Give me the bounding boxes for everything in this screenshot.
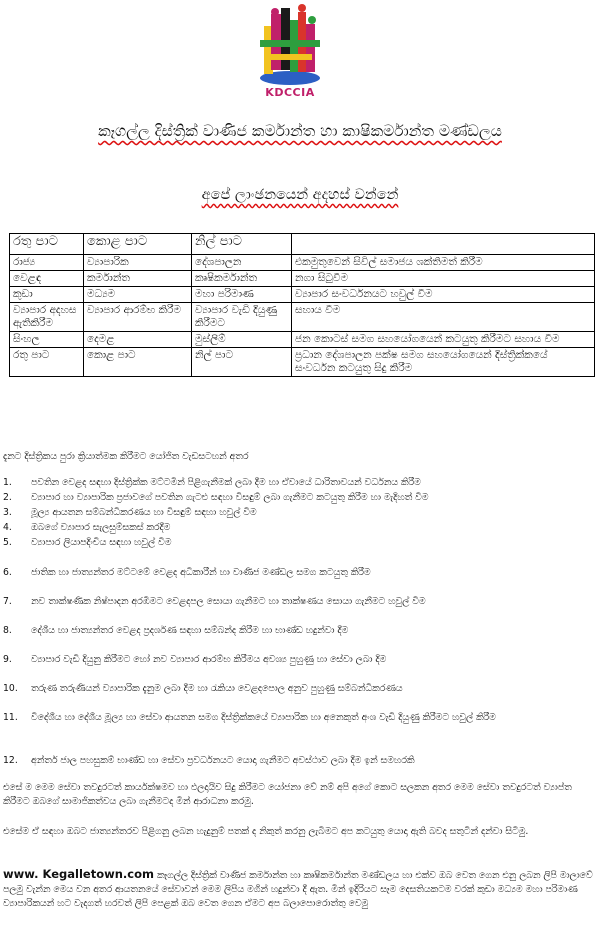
id-card-paragraph: එසේම ඒ සඳහා ඔබට ජාත්‍යන්තරව පිළිගනු ලබන හැදුනුම් පතක් ද නිකුත් කරනු ලැබීමට අප කටයුතු යොදා ඇති බවද සතුටින් දන්වා සිටිමු.	[3, 826, 529, 837]
table-cell: එකමුතුවෙන් සිවිල් සමාජය ශක්තිමත් කිරීම	[292, 255, 595, 271]
table-header-cell: කොළ පාට	[84, 234, 192, 255]
list-text: තරුණ තරුණියන් ව්‍යාපාරික දැනුම ලබා දීම හා රැකියා වෙළදපොල අනුව පුහුණු සම්බන්ධීකරණය	[31, 683, 403, 694]
table-cell: කෘෂිකර්මාන්ත	[192, 271, 292, 287]
newsletter-text: කෑගල්ල දිස්ත්‍රික් වාණිජ කර්මාන්ත හා කෘෂිකර්මාන්ත මණ්ඩලය හා එක්ව ඔබ වෙත ගෙන එනු ලබන ලිපි මාලාවේ පලමු වැන්න මෙය වන අතර ආයතනයේ සේවාවන් මෙම ලිපිය මගින් හදුන්වා දී ඇත. මින් ඉදිරියට සෑම දෙසතියකටම වරක් කුඩා මධ්‍යම මහා පරිමාණ ව්‍යාපාරිකයන් හට වැදගත් හරවත් ලිපි පෙළක් ඔබ වෙත ගෙන ඒමට අප බලාපොරොත්තු වෙමු	[3, 870, 593, 909]
website-link[interactable]: www. Kegalletown.com	[3, 867, 154, 881]
list-text: ව්‍යාපාර වැඩි දියුනු කිරීමට හෝ නව ව්‍යාපාර ආරම්භ කිරීමය අවශ්‍ය පුහුණු හා සේවා ලබා දිම	[31, 654, 387, 665]
table-cell: වෙළඳ	[10, 271, 84, 287]
table-row	[10, 348, 595, 377]
kdccia-logo	[250, 4, 330, 104]
list-item	[3, 754, 588, 768]
list-text: නව තාක්ෂණික නිෂ්පාදන අරඹීමට වෙළදපල සොයා ගැනීමට හා තාක්ෂණය සොයා ගැනීමට හවුල් වීම	[31, 596, 426, 607]
logo-meaning-table	[9, 233, 595, 377]
table-cell: ජන කොටස් සමග සහයෝගයෙන් කටයුතු කිරීමට සහාය වීම	[292, 332, 595, 348]
table-row	[10, 287, 595, 303]
table-row	[10, 271, 595, 287]
programs-intro: දැනට දිස්ත්‍රිකය පුරා ක්‍රියාත්මක කිරීමට යෝජිත වැඩසටහන් අතර	[3, 451, 249, 462]
table-cell: ප්‍රධාන දේශපාලන පක්ෂ සමග සහයෝගයෙන් දිස්ත්‍රික්කයේ සංවර්ධන කටයුතු සිදු කිරීම	[292, 348, 595, 377]
table-cell: කර්මාන්ත	[84, 271, 192, 287]
list-number: 12.	[3, 755, 18, 766]
list-text: විදේශීය හා දේශීය මූල්‍ය හා සේවා ආයතන සමග දිස්ත්‍රික්කයේ ව්‍යාපාරික හා අනෙකුත් අංශ වැඩි දියුණු කිරීමට හවුල් කිරීම	[31, 712, 496, 723]
list-item	[3, 653, 588, 667]
list-number: 10.	[3, 683, 18, 694]
table-cell: ව්‍යාපාර වැඩි දියුණු කිරීමට	[192, 303, 292, 332]
list-number: 11.	[3, 712, 18, 723]
table-header-cell	[292, 234, 595, 255]
table-header-row	[10, 234, 595, 255]
list-item	[3, 521, 588, 535]
table-cell: නගා සිටුවීම	[292, 271, 595, 287]
list-number: 7.	[3, 596, 12, 607]
table-header-cell: නිල් පාට	[192, 234, 292, 255]
list-item	[3, 682, 588, 696]
table-cell: මුස්ලිම්	[192, 332, 292, 348]
table-cell: ව්‍යාපාර අදහස ඇතිකිරීම	[10, 303, 84, 332]
section-title	[0, 187, 600, 203]
list-number: 3.	[3, 507, 12, 518]
table-row	[10, 303, 595, 332]
table-cell: කුඩා	[10, 287, 84, 303]
list-number: 8.	[3, 625, 12, 636]
list-number: 4.	[3, 522, 12, 533]
list-text: පවතින වෙළද සඳහා දිස්ත්‍රික්ක මට්ටමින් පිළිගැනීමක් ලබා දීම හා ඒවායේ ධාරිතාවයන් වර්ධනය කිරීම	[31, 477, 421, 488]
table-cell: රතු පාට	[10, 348, 84, 377]
list-number: 5.	[3, 537, 12, 548]
list-text: ජාතික හා ජාත්‍යන්තර මට්ටමේ වෙළද අධිකාරීන් හා වාණිජ මණ්ඩල සමග කටයුතු කිරීම	[31, 567, 371, 578]
table-cell: කොළ පාට	[84, 348, 192, 377]
list-text: දේශීය හා ජාත්‍යන්තර වෙළද ප්‍රදර්ශණ සඳහා සම්බන්ද කිරීම හා භාණ්ඩ හදුන්වා දීම	[31, 625, 349, 636]
table-cell: මහා පරිමාණ	[192, 287, 292, 303]
table-cell: නිල් පාට	[192, 348, 292, 377]
list-item	[3, 566, 588, 580]
list-number: 9.	[3, 654, 12, 665]
section-title-text: අපේ ලාංඡනයෙන් අදහස් වන්නේ	[201, 187, 399, 203]
list-item	[3, 491, 588, 505]
table-row	[10, 332, 595, 348]
logo-figures-graphic	[250, 4, 330, 88]
membership-invitation-paragraph: එසේ ම මෙම සේවා තවදුරටත් කාර්යක්ෂමව හා ඵලදායිව සිදු කිරීමට යෝජනා වේ නම් අපි අගේ කොට සලකන අතර මෙම සේවා තවදුරටත් ව්‍යාප්ත කිරීමට ඔබගේ සාමාජිකත්වය ලබා ගැනීමටද මින් ආරාධනා කරමු.	[3, 782, 572, 807]
table-cell: ව්‍යාපාරික	[84, 255, 192, 271]
table-cell: ව්‍යාපාර ආරම්භ කිරීම	[84, 303, 192, 332]
table-cell: සහාය වීම	[292, 303, 595, 332]
list-text: මූල්‍ය ආයතන සම්බන්ධීකරණය හා විසඳුම් සඳහා හවුල් වීම	[31, 507, 257, 518]
list-item	[3, 711, 588, 725]
list-item	[3, 624, 588, 638]
organization-title	[0, 122, 600, 141]
table-header-cell: රතු පාට	[10, 234, 84, 255]
newsletter-paragraph	[3, 867, 593, 911]
table-cell: මධ්‍යම	[84, 287, 192, 303]
list-number: 1.	[3, 477, 12, 488]
list-text: ව්‍යාපාර ලියාපදිංචිය සඳහා හවුල් වීම	[31, 537, 172, 548]
table-cell: ව්‍යාපාර සංවර්ධනයට හවුල් වීම	[292, 287, 595, 303]
logo-wordmark: KDCCIA	[265, 86, 315, 99]
list-number: 6.	[3, 567, 12, 578]
table-cell: සිංහල	[10, 332, 84, 348]
list-text: අන්තර් ජාල පහසුකම් භාණ්ඩ හා සේවා ප්‍රවර්ධනයට යොදා ගැනීමට අවස්ථාව ලබා දීම ඉන් සමහරකි	[31, 755, 415, 766]
list-text: ඔබගේ ව්‍යාපාර සැලසුම්සකස් කරදීම	[31, 522, 171, 533]
table-cell: රාජ්‍ය	[10, 255, 84, 271]
list-item	[3, 536, 588, 550]
table-cell: දෙමළ	[84, 332, 192, 348]
table-cell: දේශපාලන	[192, 255, 292, 271]
list-item	[3, 595, 588, 609]
list-text: ව්‍යාපාර හා ව්‍යාපාරික ප්‍රජාවගේ පවතින ගැටළු සඳහා විසඳුම් ලබා ගැනීමට කටයුතු කිරීම හා මැදිහත් වීම	[31, 492, 429, 503]
list-item	[3, 506, 588, 520]
table-row	[10, 255, 595, 271]
list-item	[3, 476, 588, 490]
organization-title-text: කෑගල්ල දිස්ත්‍රික් වාණිජ කර්මාන්ත හා කාෂිකර්මාන්ත මණ්ඩලය	[98, 122, 502, 140]
list-number: 2.	[3, 492, 12, 503]
